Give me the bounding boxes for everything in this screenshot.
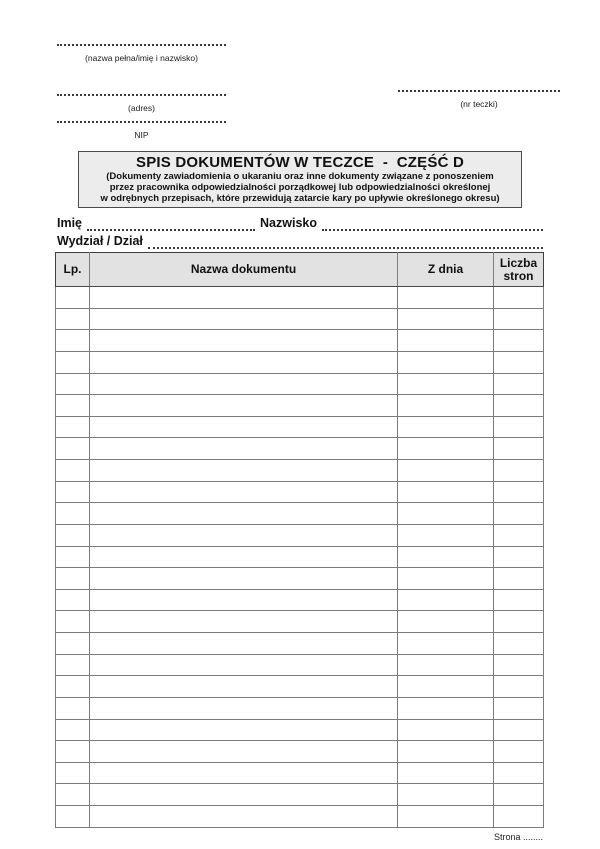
table-cell: [494, 287, 544, 309]
table-row: [56, 697, 544, 719]
table-cell: [398, 373, 494, 395]
form-subtitle-line-1: (Dokumenty zawiadomienia o ukaraniu oraz inne dokumenty związane z ponoszeniem: [106, 171, 494, 182]
table-cell: [56, 719, 90, 741]
table-cell: [90, 438, 398, 460]
table-row: [56, 308, 544, 330]
table-cell: [56, 438, 90, 460]
table-row: [56, 676, 544, 698]
table-cell: [398, 416, 494, 438]
table-cell: [494, 481, 544, 503]
table-row: [56, 762, 544, 784]
table-cell: [56, 351, 90, 373]
table-cell: [90, 351, 398, 373]
table-row: [56, 373, 544, 395]
nip-fill-line: [57, 121, 226, 123]
table-cell: [56, 806, 90, 828]
table-cell: [398, 568, 494, 590]
first-last-name-row: [57, 215, 543, 231]
table-row: [56, 503, 544, 525]
table-row: [56, 741, 544, 763]
table-cell: [398, 287, 494, 309]
folder-number-fill-line: [398, 90, 560, 92]
table-cell: [56, 697, 90, 719]
table-cell: [90, 395, 398, 417]
table-cell: [398, 676, 494, 698]
table-cell: [398, 546, 494, 568]
table-cell: [398, 589, 494, 611]
table-cell: [494, 633, 544, 655]
page-number-label: Strona ........: [493, 832, 543, 842]
table-row: [56, 719, 544, 741]
table-cell: [90, 806, 398, 828]
table-cell: [90, 697, 398, 719]
department-label: Wydział / Dział: [57, 234, 143, 248]
table-cell: [494, 395, 544, 417]
table-cell: [90, 503, 398, 525]
table-cell: [56, 654, 90, 676]
form-subtitle-line-3: w odrębnych przepisach, które przewidują zatarcie kary po upływie określonego okresu): [100, 193, 500, 204]
full-name-fill-line: [57, 44, 226, 46]
department-fill-line: [148, 234, 543, 249]
table-cell: [56, 741, 90, 763]
form-subtitle-line-2: przez pracownika odpowiedzialności porządkowej lub odpowiedzialności określonej: [109, 182, 491, 193]
table-cell: [90, 741, 398, 763]
first-name-label: Imię: [57, 216, 83, 230]
header-page-count: Liczba stron: [494, 253, 544, 287]
table-cell: [494, 611, 544, 633]
table-cell: [494, 351, 544, 373]
table-cell: [494, 784, 544, 806]
table-cell: [56, 416, 90, 438]
last-name-fill-line: [322, 216, 543, 231]
table-cell: [90, 546, 398, 568]
table-row: [56, 351, 544, 373]
header-date: Z dnia: [398, 253, 494, 287]
table-cell: [90, 784, 398, 806]
table-row: [56, 460, 544, 482]
table-cell: [90, 373, 398, 395]
table-row: [56, 589, 544, 611]
table-row: [56, 481, 544, 503]
last-name-label: Nazwisko: [260, 216, 317, 230]
table-cell: [90, 762, 398, 784]
table-cell: [90, 308, 398, 330]
table-cell: [398, 503, 494, 525]
table-row: [56, 611, 544, 633]
table-row: [56, 524, 544, 546]
table-cell: [90, 589, 398, 611]
table-header-row: [56, 253, 544, 287]
table-row: [56, 654, 544, 676]
table-row: [56, 806, 544, 828]
table-cell: [494, 654, 544, 676]
table-cell: [494, 503, 544, 525]
table-cell: [398, 784, 494, 806]
department-row: [57, 233, 543, 249]
table-cell: [398, 697, 494, 719]
table-cell: [56, 373, 90, 395]
table-cell: [90, 287, 398, 309]
table-cell: [398, 460, 494, 482]
table-cell: [494, 697, 544, 719]
table-cell: [398, 395, 494, 417]
table-cell: [494, 416, 544, 438]
table-cell: [398, 719, 494, 741]
full-name-caption: (nazwa pełna/imię i nazwisko): [85, 53, 198, 63]
table-cell: [494, 460, 544, 482]
table-cell: [56, 460, 90, 482]
table-cell: [90, 524, 398, 546]
table-cell: [90, 568, 398, 590]
table-cell: [90, 676, 398, 698]
table-cell: [56, 308, 90, 330]
table-row: [56, 633, 544, 655]
table-cell: [398, 308, 494, 330]
table-cell: [494, 330, 544, 352]
table-cell: [398, 654, 494, 676]
table-cell: [398, 438, 494, 460]
table-cell: [56, 633, 90, 655]
table-cell: [56, 524, 90, 546]
table-cell: [398, 481, 494, 503]
nip-caption: NIP: [134, 130, 149, 140]
table-cell: [494, 438, 544, 460]
table-cell: [90, 481, 398, 503]
table-row: [56, 395, 544, 417]
table-cell: [494, 676, 544, 698]
table-cell: [494, 568, 544, 590]
table-cell: [90, 654, 398, 676]
table-cell: [494, 762, 544, 784]
table-row: [56, 784, 544, 806]
table-cell: [494, 308, 544, 330]
first-name-fill-line: [87, 216, 255, 231]
address-caption: (adres): [128, 103, 155, 113]
table-cell: [494, 373, 544, 395]
title-box: [78, 151, 522, 208]
address-fill-line: [57, 94, 226, 96]
table-row: [56, 287, 544, 309]
table-cell: [90, 633, 398, 655]
table-cell: [56, 568, 90, 590]
table-row: [56, 330, 544, 352]
table-cell: [494, 589, 544, 611]
table-cell: [398, 806, 494, 828]
table-cell: [56, 589, 90, 611]
table-cell: [398, 741, 494, 763]
table-cell: [494, 719, 544, 741]
table-cell: [56, 481, 90, 503]
document-table-body: [56, 287, 544, 828]
table-cell: [56, 762, 90, 784]
table-cell: [56, 546, 90, 568]
table-cell: [90, 330, 398, 352]
header-document-name: Nazwa dokumentu: [90, 253, 398, 287]
table-cell: [494, 806, 544, 828]
header-lp: Lp.: [56, 253, 90, 287]
table-cell: [90, 611, 398, 633]
folder-number-caption: (nr teczki): [460, 99, 498, 109]
table-cell: [494, 524, 544, 546]
documents-table: [55, 252, 544, 828]
table-cell: [56, 503, 90, 525]
table-cell: [90, 719, 398, 741]
table-cell: [56, 395, 90, 417]
table-cell: [398, 762, 494, 784]
table-cell: [56, 611, 90, 633]
table-cell: [494, 741, 544, 763]
table-cell: [90, 416, 398, 438]
table-cell: [56, 330, 90, 352]
table-row: [56, 416, 544, 438]
table-cell: [398, 524, 494, 546]
form-title: SPIS DOKUMENTÓW W TECZCE - CZĘŚĆ D: [135, 154, 465, 171]
table-cell: [494, 546, 544, 568]
table-cell: [398, 633, 494, 655]
table-row: [56, 546, 544, 568]
table-row: [56, 568, 544, 590]
table-cell: [90, 460, 398, 482]
table-cell: [56, 287, 90, 309]
table-cell: [398, 351, 494, 373]
table-cell: [398, 330, 494, 352]
table-row: [56, 438, 544, 460]
table-cell: [56, 676, 90, 698]
table-cell: [56, 784, 90, 806]
table-cell: [398, 611, 494, 633]
